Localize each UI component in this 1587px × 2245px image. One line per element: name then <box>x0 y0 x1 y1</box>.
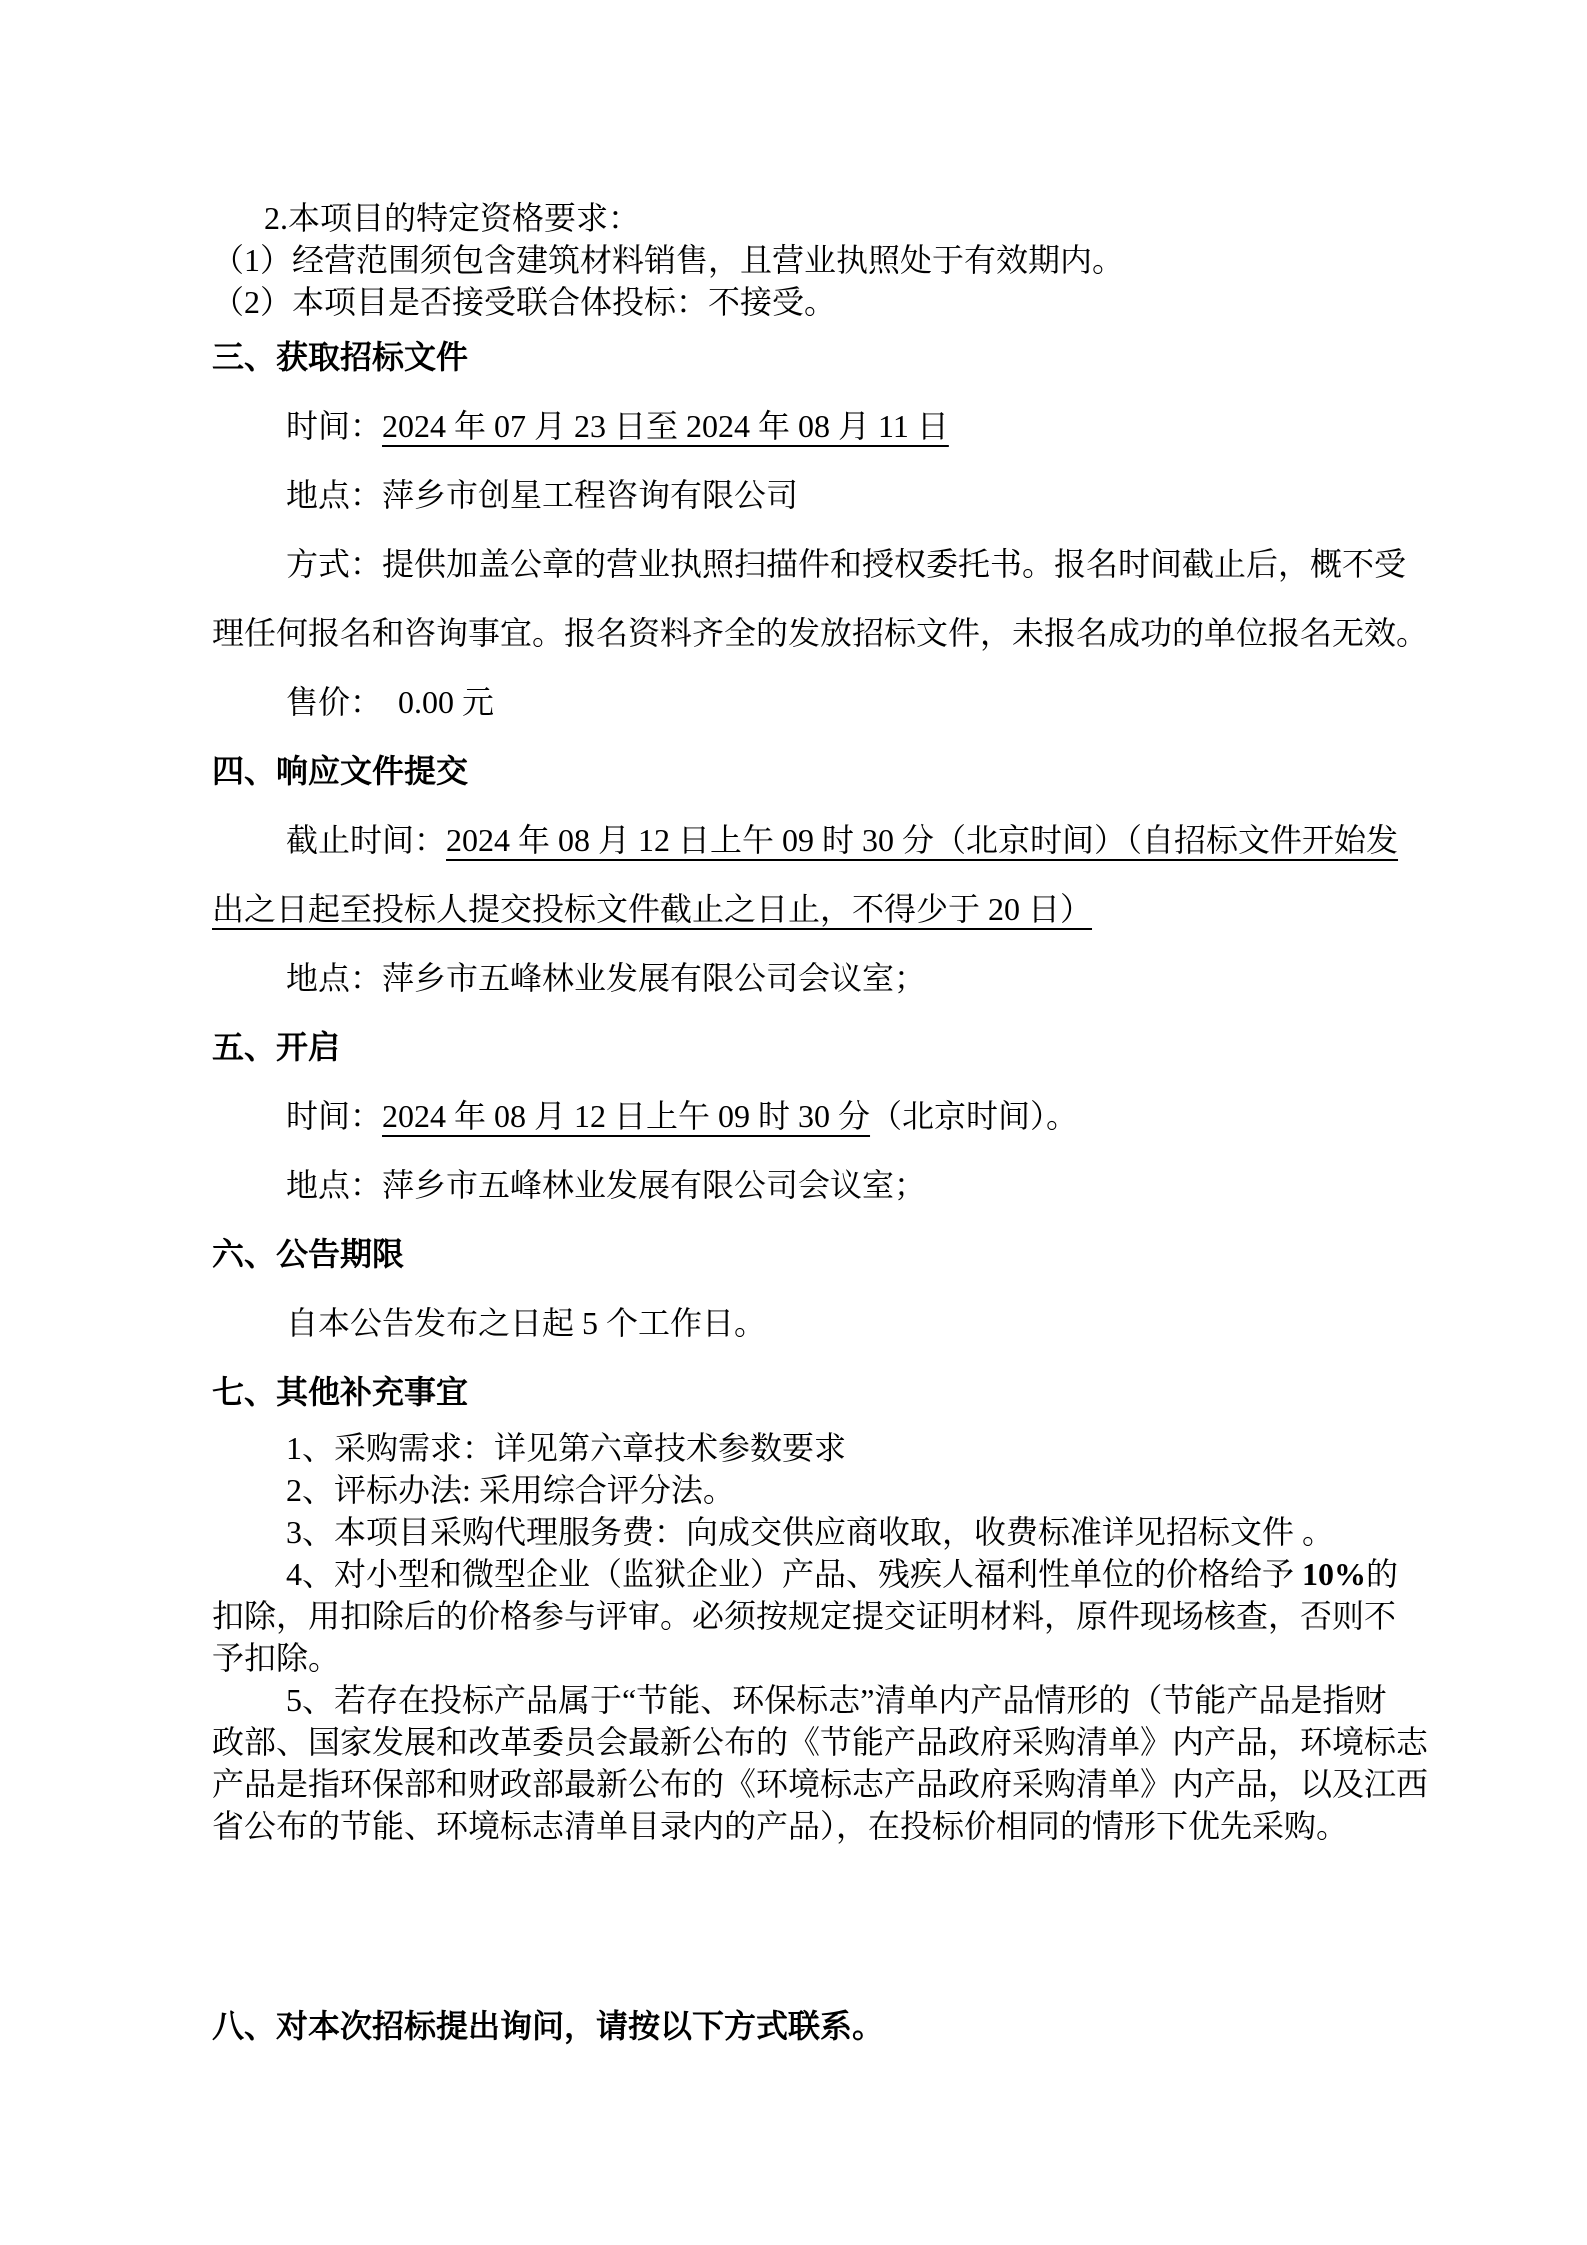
deadline-label: 截止时间： <box>286 822 447 858</box>
item-4-tail: 的 <box>1366 1556 1399 1592</box>
item-4-bold-percentage: 10% <box>1302 1556 1367 1592</box>
time-label: 时间： <box>286 408 383 444</box>
section-7-item-4-line-3: 予扣除。 <box>212 1640 341 1676</box>
deadline-value-underlined-2: 出之日起至投标人提交投标文件截止之日止，不得少于 20 日） <box>212 891 1093 927</box>
deadline-value-underlined-1: 2024 年 08 月 12 日上午 09 时 30 分（北京时间）（自招标文件开始发 <box>446 822 1399 858</box>
document-content <box>212 197 1470 2048</box>
open-time-value-underlined: 2024 年 08 月 12 日上午 09 时 30 分 <box>382 1098 871 1134</box>
item-4-text: 4、对小型和微型企业（监狱企业）产品、残疾人福利性单位的价格给予 <box>286 1556 1303 1592</box>
section-3-place-line: 地点：萍乡市创星工程咨询有限公司 <box>286 477 799 513</box>
section-3-method-line-1: 方式：提供加盖公章的营业执照扫描件和授权委托书。报名时间截止后，概不受 <box>286 546 1407 582</box>
open-time-suffix: （北京时间）。 <box>870 1098 1079 1134</box>
section-5-heading: 五、开启 <box>212 1029 341 1065</box>
section-5-place-line: 地点：萍乡市五峰林业发展有限公司会议室； <box>286 1167 927 1203</box>
section-7-item-2: 2、评标办法: 采用综合评分法。 <box>286 1472 735 1508</box>
section-4-heading: 四、响应文件提交 <box>212 753 469 789</box>
section-4-deadline-line-1 <box>212 806 1470 875</box>
section-6-heading: 六、公告期限 <box>212 1236 405 1272</box>
section-7-item-1: 1、采购需求：详见第六章技术参数要求 <box>286 1430 847 1466</box>
qualification-item-1: （1）经营范围须包含建筑材料销售，且营业执照处于有效期内。 <box>212 242 1125 278</box>
section-7-heading: 七、其他补充事宜 <box>212 1374 469 1410</box>
section-3-method-line-2: 理任何报名和咨询事宜。报名资料齐全的发放招标文件，未报名成功的单位报名无效。 <box>212 615 1429 651</box>
section-7-item-4-line-1 <box>212 1553 1470 1595</box>
section-3-heading: 三、获取招标文件 <box>212 339 469 375</box>
time-value-underlined: 2024 年 07 月 23 日至 2024 年 08 月 11 日 <box>382 408 949 444</box>
section-7-item-5-line-4: 省公布的节能、环境标志清单目录内的产品），在投标价相同的情形下优先采购。 <box>212 1808 1349 1844</box>
qualification-item-2: （2）本项目是否接受联合体投标：不接受。 <box>212 284 837 320</box>
section-4-place-line: 地点：萍乡市五峰林业发展有限公司会议室； <box>286 960 927 996</box>
section-4-deadline-line-2 <box>212 875 1470 944</box>
section-7-item-5-line-3: 产品是指环保部和财政部最新公布的《环境标志产品政府采购清单》内产品，以及江西 <box>212 1766 1429 1802</box>
section-6-body-line: 自本公告发布之日起 5 个工作日。 <box>286 1305 767 1341</box>
section-7-item-5-line-1: 5、若存在投标产品属于“节能、环保标志”清单内产品情形的（节能产品是指财 <box>286 1682 1387 1718</box>
open-time-label: 时间： <box>286 1098 383 1134</box>
section-7-item-4-line-2: 扣除，用扣除后的价格参与评审。必须按规定提交证明材料，原件现场核查，否则不 <box>212 1598 1397 1634</box>
section-7-item-5-line-2: 政部、国家发展和改革委员会最新公布的《节能产品政府采购清单》内产品，环境标志 <box>212 1724 1429 1760</box>
qualification-subheading: 2.本项目的特定资格要求： <box>264 200 641 236</box>
section-3-price-line: 售价： 0.00 元 <box>286 684 495 720</box>
section-7-item-3: 3、本项目采购代理服务费：向成交供应商收取，收费标准详见招标文件 。 <box>286 1514 1335 1550</box>
section-3-time-line <box>212 392 1470 461</box>
section-8-heading: 八、对本次招标提出询问，请按以下方式联系。 <box>212 2008 885 2044</box>
section-5-time-line <box>212 1082 1470 1151</box>
